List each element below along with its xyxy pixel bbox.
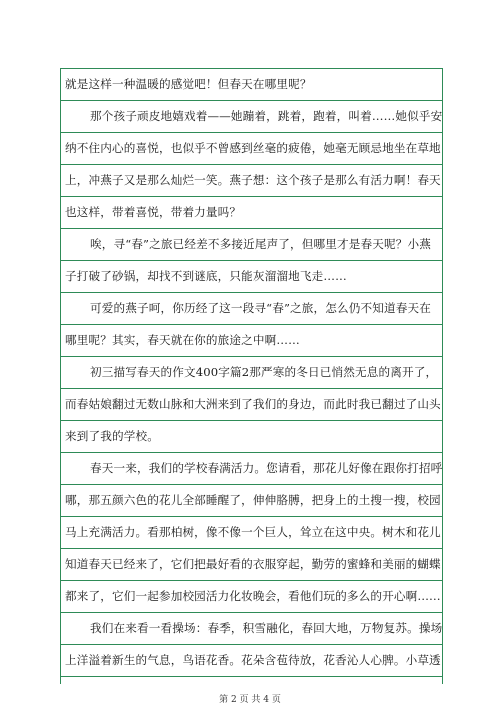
page-footer: 第 2 页 共 4 页: [219, 695, 281, 705]
text-line: 马上充满活力。看那柏树，像不像一个巨人，耸立在这中央。树木和花儿: [65, 525, 441, 539]
text-line: 都来了，它们一起参加校园活力化妆晚会，看他们玩的多么的开心啊……: [65, 589, 441, 603]
text-line: 初三描写春天的作文400字篇2那严寒的冬日已悄然无息的离开了，: [90, 365, 438, 379]
text-line: 哪里呢？其实，春天就在你的旅途之中啊……: [65, 333, 300, 347]
text-line: 春天一来，我们的学校春满活力。您请看，那花儿好像在跟你打招呼: [90, 461, 442, 475]
text-line: [61, 677, 442, 684]
text-line: 就是这样一种温暖的感觉吧！但春天在哪里呢？: [65, 77, 312, 91]
text-line: 哪，那五颜六色的花儿全部睡醒了，伸伸胳膊，把身上的土搜一搜，校园: [65, 493, 441, 507]
text-line: 知道春天已经来了，它们把最好看的衣服穿起，勤劳的蜜蜂和美丽的蝴蝶: [65, 557, 441, 571]
text-line: 上，冲燕子又是那么灿烂一笑。燕子想：这个孩子是那么有活力啊！春天: [65, 173, 441, 187]
text-line: 纳不住内心的喜悦，也似乎不曾感到丝毫的疲倦，她毫无顾忌地坐在草地: [65, 141, 441, 155]
text-line: 上洋溢着新生的气息，鸟语花香。花朵含苞待放，花香沁人心脾。小草透: [65, 653, 441, 667]
text-line: 来到了我的学校。: [65, 429, 159, 443]
text-line: 子打破了砂锅，却找不到谜底，只能灰溜溜地飞走……: [65, 269, 347, 283]
text-line: 可爱的燕子呵，你历经了这一段寻“春”之旅，怎么仍不知道春天在: [90, 301, 431, 315]
text-line: 也这样，带着喜悦，带着力量吗？: [65, 205, 242, 219]
text-line: 那个孩子顽皮地嬉戏着——她蹦着，跳着，跑着，叫着……她似乎安: [90, 109, 442, 123]
text-line: 我们在来看一看操场：春季，积雪融化，春回大地，万物复苏。操场: [90, 621, 442, 635]
ruled-page: [60, 68, 443, 684]
text-line: 而春姑娘翻过无数山脉和大洲来到了我们的身边，而此时我已翻过了山头: [65, 397, 441, 411]
text-line: 唉，寻“春”之旅已经差不多接近尾声了，但哪里才是春天呢？小燕: [90, 237, 431, 251]
